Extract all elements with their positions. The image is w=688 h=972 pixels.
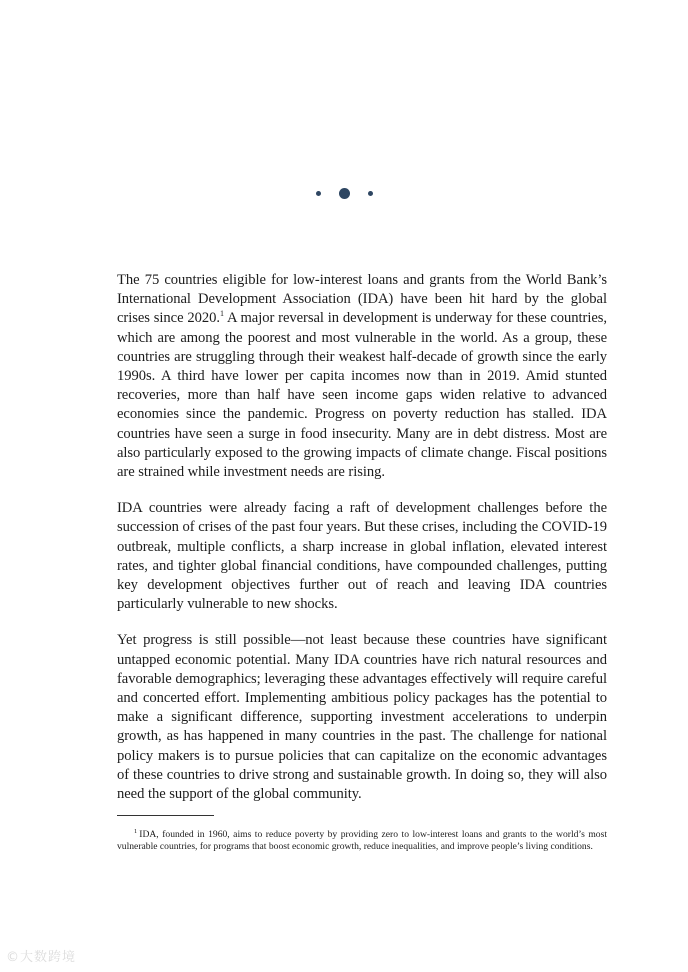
footnote-reference[interactable]: 1 (219, 309, 224, 319)
paragraph-3: Yet progress is still possible—not least because these countries have significant untapped economic potential. Many IDA countries have rich natural resources and favorable demographics; leveraging these advantages effectively will require careful and concerted effort. Implementing ambitious policy packages has the potential to make a significant difference, supporting investment accelerations to underpin growth, as has happened in many countries in the past. The challenge for national policy makers is to pursue policies that can capitalize on the economic advantages of these countries to drive strong and sustainable growth. In doing so, they will also need the support of the global community. (117, 632, 607, 803)
section-ornament (0, 183, 688, 203)
footnote-divider (117, 815, 214, 816)
ornament-dot-center (339, 188, 350, 199)
ornament-dot-left (316, 191, 321, 196)
footnote-mark: 1 (134, 827, 138, 835)
paragraph-1-text-b: A major reversal in development is underway for these countries, which are among the poorest and most vulnerable in the world. As a group, these countries are struggling through their weakest half-decade of growth since the early 1990s. A third have lower per capita incomes now than in 2019. Amid stunted recoveries, more than half have seen income gaps widen relative to advanced economies since the pandemic. Progress on poverty reduction has stalled. IDA countries have seen a surge in food insecurity. Many are in debt distress. Most are also particularly exposed to the growing impacts of climate change. Fiscal positions are strained while investment needs are rising. (117, 310, 607, 481)
ornament-dot-right (368, 191, 373, 196)
footnote-text: IDA, founded in 1960, aims to reduce poverty by providing zero to low-interest loans and grants to the world’s most vulnerable countries, for programs that boost economic growth, reduce inequalities, and improve people’s living conditions. (117, 829, 607, 853)
footnote (117, 829, 607, 854)
paragraph-1-text-a: The 75 countries eligible for low-interest loans and grants from the World Bank’s International Development Association (IDA) have been hit hard by the global crises since 2020. (117, 272, 607, 327)
paragraph-2: IDA countries were already facing a raft of development challenges before the succession of crises of the past four years. But these crises, including the COVID-19 outbreak, multiple conflicts, a sharp increase in global inflation, elevated interest rates, and tighter global financial conditions, have compounded challenges, putting key development objectives further out of reach and leaving IDA countries particularly vulnerable to new shocks. (117, 500, 607, 613)
body-text (117, 271, 607, 821)
watermark-logo: ©大数跨境 (6, 950, 77, 965)
paragraph-1 (117, 271, 607, 482)
